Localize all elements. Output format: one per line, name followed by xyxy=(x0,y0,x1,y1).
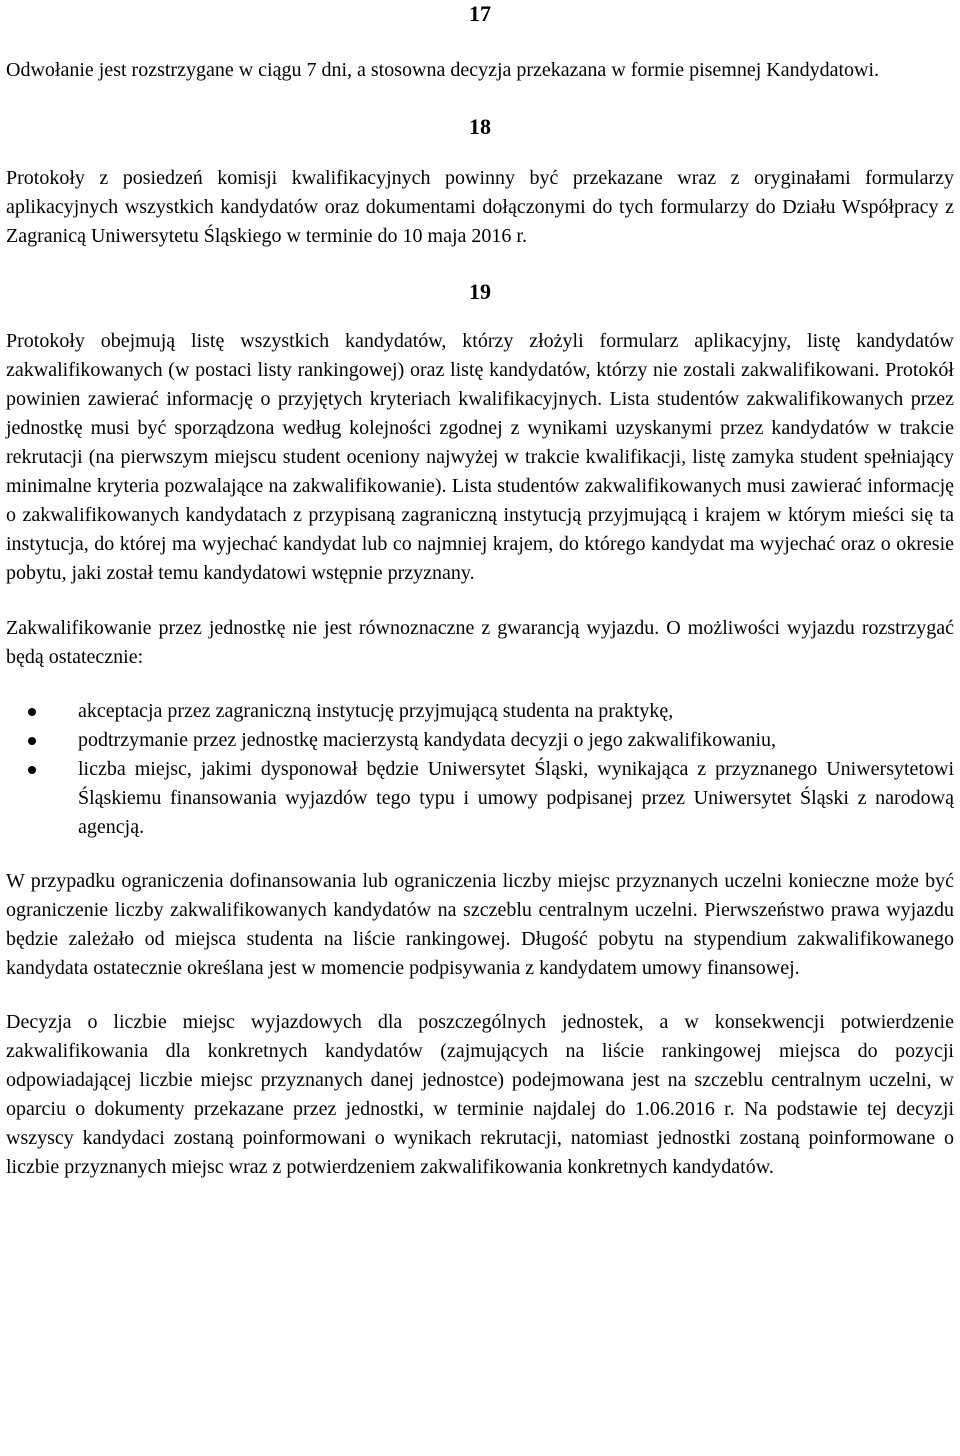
bullet-icon xyxy=(28,708,36,716)
section-19-number: 19 xyxy=(469,279,491,304)
list-item-text: akceptacja przez zagraniczną instytucję przyjmującą studenta na praktykę, xyxy=(78,700,674,722)
list-item xyxy=(6,697,954,726)
section-19-paragraph-4: Decyzja o liczbie miejsc wyjazdowych dla poszczególnych jednostek, a w konsekwencji potwierdzenie zakwalifikowania dla konkretnych kandydatów (zajmujących na liście rankingowej miejsca do pozycji odpowiadającej liczbie miejsc przyznanych danej jednostce) podejmowana jest na szczeblu centralnym uczelni, w oparciu o dokumenty przekazane przez jednostki, w terminie najdalej do 1.06.2016 r. Na podstawie tej decyzji wszyscy kandydaci zostaną poinformowani o wynikach rekrutacji, natomiast jednostki zostaną poinformowane o liczbie przyznanych miejsc wraz z potwierdzeniem zakwalifikowania konkretnych kandydatów. xyxy=(6,1011,954,1178)
bullet-icon xyxy=(28,766,36,774)
section-18-number: 18 xyxy=(469,114,491,139)
list-item xyxy=(6,755,954,842)
section-17-number: 17 xyxy=(469,1,491,26)
section-19-paragraph-2: Zakwalifikowanie przez jednostkę nie jest równoznaczne z gwarancją wyjazdu. O możliwości wyjazdu rozstrzygać będą ostatecznie: xyxy=(6,617,954,668)
decision-criteria-list xyxy=(6,697,954,842)
section-19-paragraph-1: Protokoły obejmują listę wszystkich kandydatów, którzy złożyli formularz aplikacyjny, listę kandydatów zakwalifikowanych (w postaci listy rankingowej) oraz listę kandydatów, którzy nie zostali zakwalifikowani. Protokół powinien zawierać informację o przyjętych kryteriach kwalifikacyjnych. Lista studentów zakwalifikowanych przez jednostkę musi być sporządzona według kolejności zgodnej z wynikami uzyskanymi przez kandydatów w trakcie rekrutacji (na pierwszym miejscu student oceniony najwyżej w trakcie kwalifikacji, listę zamyka student spełniający minimalne kryteria pozwalające na zakwalifikowanie). Lista studentów zakwalifikowanych musi zawierać informację o zakwalifikowanych kandydatach z przypisaną zagraniczną instytucją przyjmującą i krajem w którym mieści się ta instytucja, do której ma wyjechać kandydat lub co najmniej krajem, do którego kandydat ma wyjechać oraz o okresie pobytu, jaki został temu kandydatowi wstępnie przyznany. xyxy=(6,330,954,584)
list-item-text: podtrzymanie przez jednostkę macierzystą kandydata decyzji o jego zakwalifikowaniu, xyxy=(78,729,777,751)
section-18-text: Protokoły z posiedzeń komisji kwalifikacyjnych powinny być przekazane wraz z oryginałami formularzy aplikacyjnych wszystkich kandydatów oraz dokumentami dołączonymi do tych formularzy do Działu Współpracy z Zagranicą Uniwersytetu Śląskiego w terminie do 10 maja 2016 r. xyxy=(6,167,954,247)
bullet-icon xyxy=(28,737,36,745)
document-page xyxy=(6,0,954,1182)
section-19-paragraph-3: W przypadku ograniczenia dofinansowania lub ograniczenia liczby miejsc przyznanych uczelni konieczne może być ograniczenie liczby zakwalifikowanych kandydatów na szczeblu centralnym uczelni. Pierwszeństwo prawa wyjazdu będzie zależało od miejsca studenta na liście rankingowej. Długość pobytu na stypendium zakwalifikowanego kandydata ostatecznie określana jest w momencie podpisywania z kandydatem umowy finansowej. xyxy=(6,870,954,979)
list-item-text: liczba miejsc, jakimi dysponował będzie Uniwersytet Śląski, wynikająca z przyznanego Uniwersytetowi Śląskiemu finansowania wyjazdów tego typu i umowy podpisanej przez Uniwersytet Śląski z narodową agencją. xyxy=(78,758,954,838)
section-17-text: Odwołanie jest rozstrzygane w ciągu 7 dni, a stosowna decyzja przekazana w formie pisemnej Kandydatowi. xyxy=(6,59,880,81)
list-item xyxy=(6,726,954,755)
